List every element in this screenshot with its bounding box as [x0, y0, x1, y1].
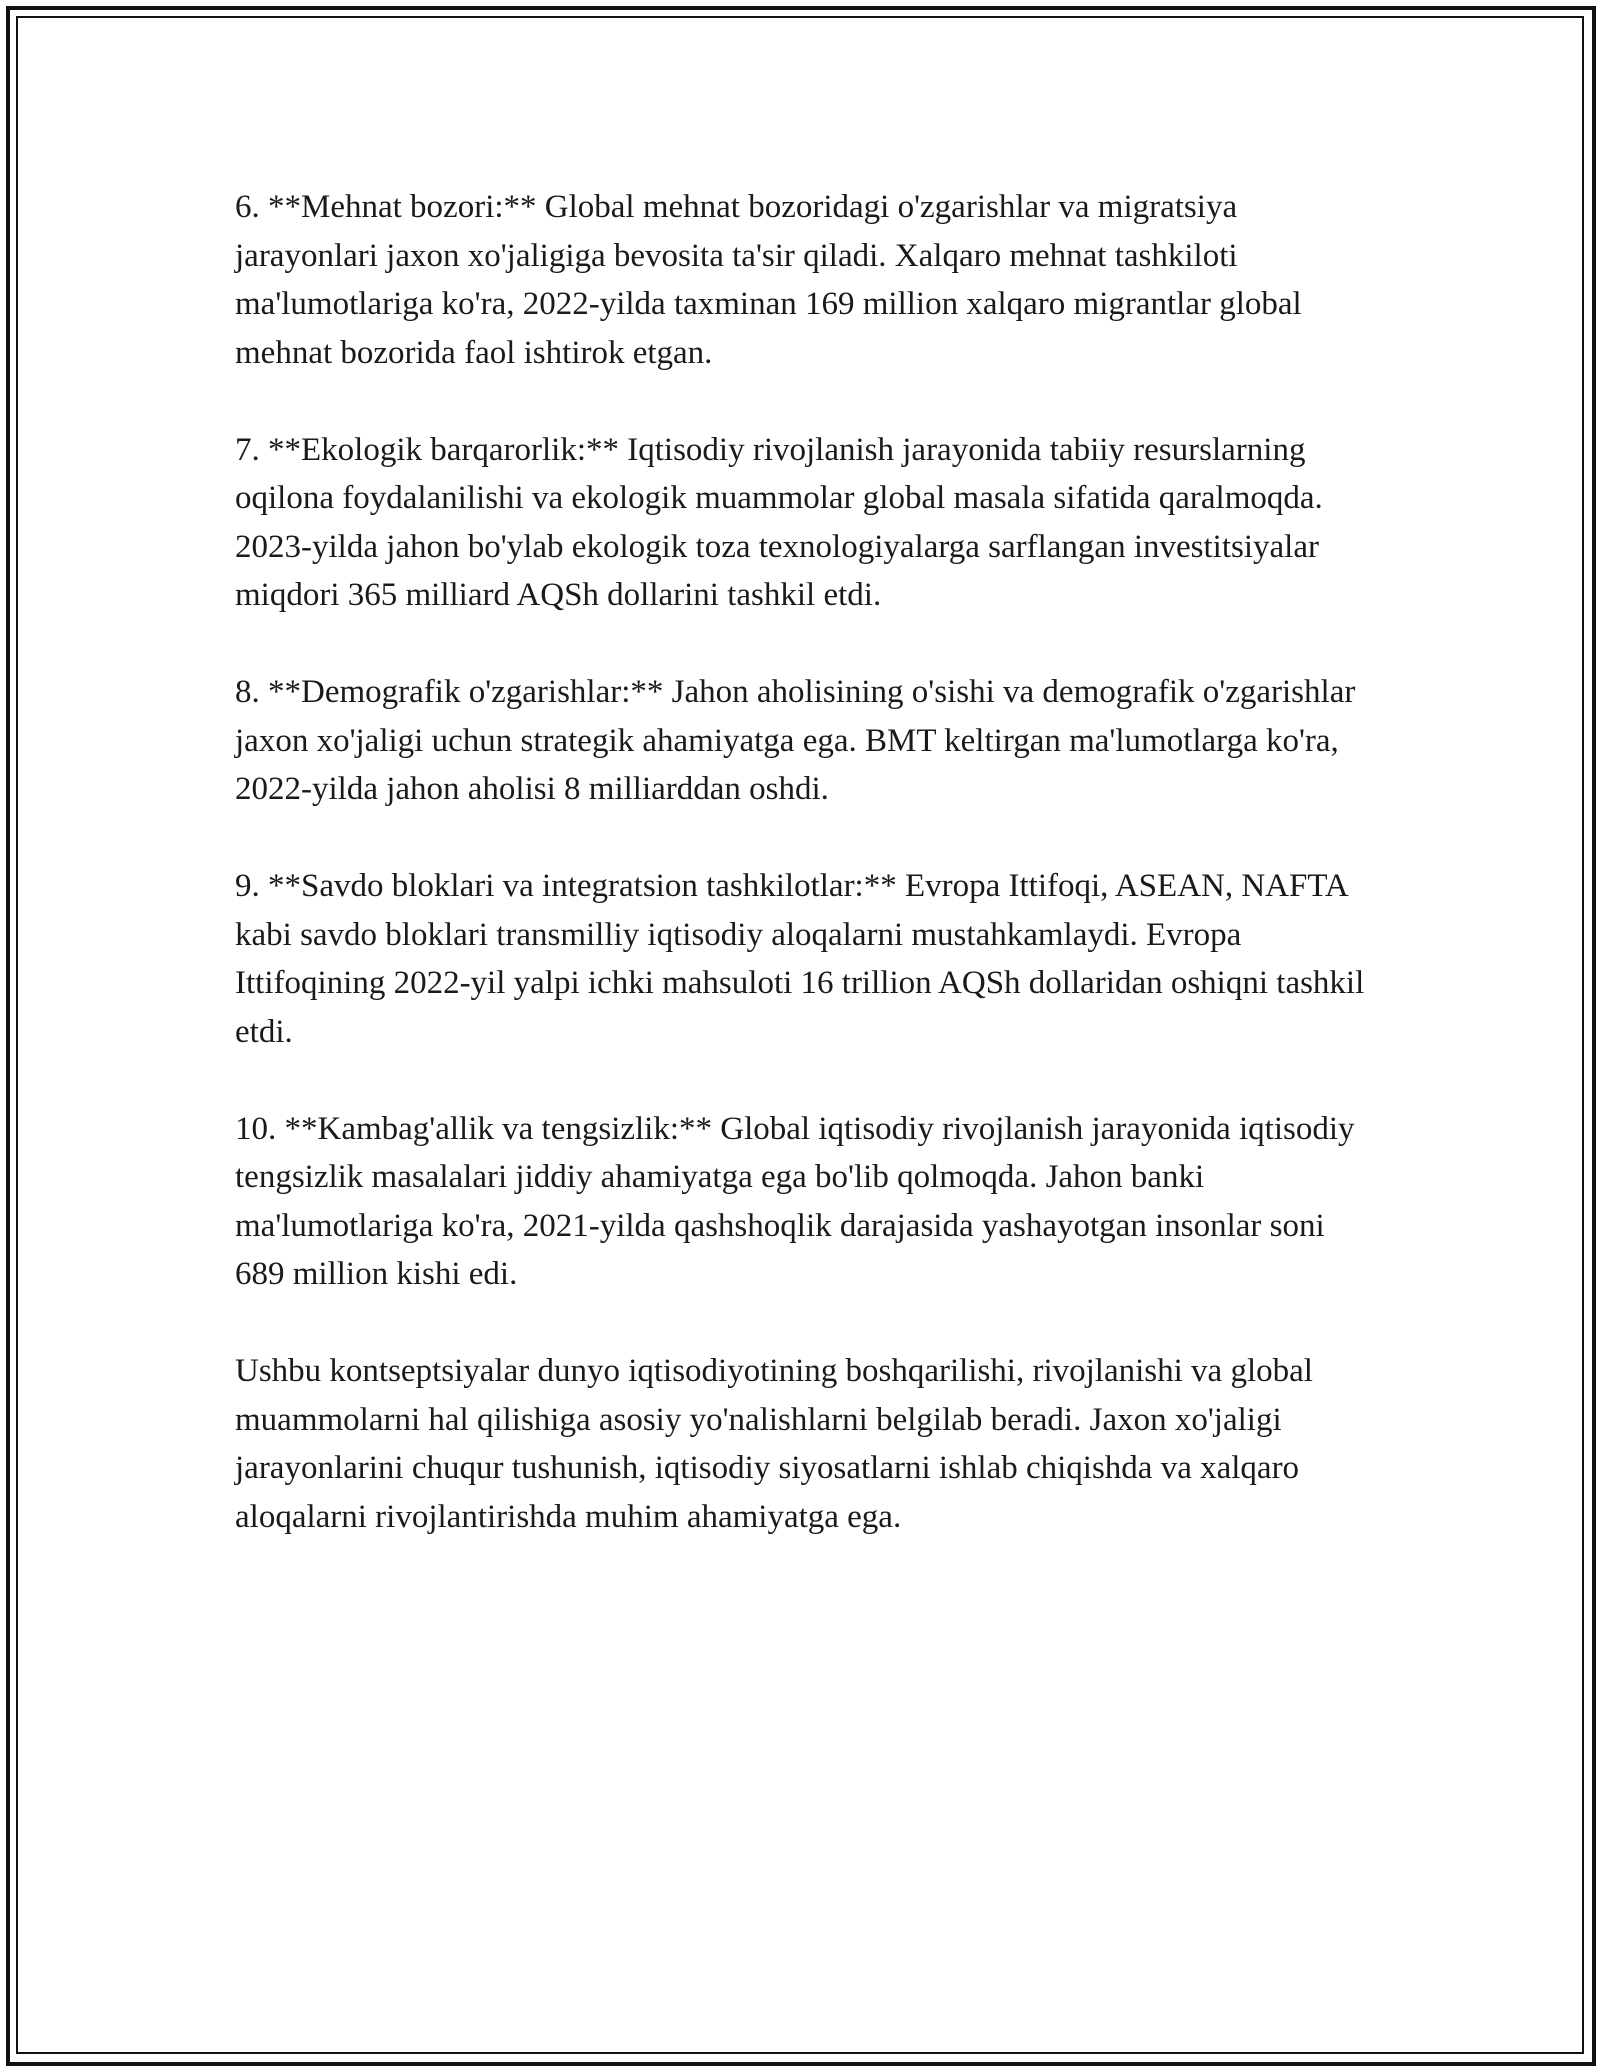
paragraph-poverty-inequality: 10. **Kambag'allik va tengsizlik:** Global iqtisodiy rivojlanish jarayonida iqtisodiy tengsizlik masalalari jiddiy ahamiyatga ega bo'lib qolmoqda. Jahon banki ma'lumotlariga ko'ra, 2021-yilda qashshoqlik darajasida yashayotgan insonlar soni 689 million kishi edi.	[235, 1110, 1355, 1292]
document-body	[235, 183, 1375, 1541]
paragraph-ecological-sustainability: 7. **Ekologik barqarorlik:** Iqtisodiy rivojlanish jarayonida tabiiy resurslarning oqilona foydalanilishi va ekologik muammolar global masala sifatida qaralmoqda. 2023-yilda jahon bo'ylab ekologik toza texnologiyalarga sarflangan investitsiyalar miqdori 365 milliard AQSh dollarini tashkil etdi.	[235, 431, 1323, 613]
paragraph-demographic-changes: 8. **Demografik o'zgarishlar:** Jahon aholisining o'sishi va demografik o'zgarishlar jaxon xo'jaligi uchun strategik ahamiyatga ega. BMT keltirgan ma'lumotlarga ko'ra, 2022-yilda jahon aholisi 8 milliarddan oshdi.	[235, 674, 1356, 807]
paragraph-conclusion: Ushbu kontseptsiyalar dunyo iqtisodiyotining boshqarilishi, rivojlanishi va global muammolarni hal qilishiga asosiy yo'nalishlarni belgilab beradi. Jaxon xo'jaligi jarayonlarini chuqur tushunish, iqtisodiy siyosatlarni ishlab chiqishda va xalqaro aloqalarni rivojlantirishda muhim ahamiyatga ega.	[235, 1353, 1313, 1535]
paragraph-trade-blocs: 9. **Savdo bloklari va integratsion tashkilotlar:** Evropa Ittifoqi, ASEAN, NAFTA kabi savdo bloklari transmilliy iqtisodiy aloqalarni mustahkamlaydi. Evropa Ittifoqining 2022-yil yalpi ichki mahsuloti 16 trillion AQSh dollaridan oshiqni tashkil etdi.	[235, 868, 1365, 1050]
paragraph-labor-market: 6. **Mehnat bozori:** Global mehnat bozoridagi o'zgarishlar va migratsiya jarayonlari jaxon xo'jaligiga bevosita ta'sir qiladi. Xalqaro mehnat tashkiloti ma'lumotlariga ko'ra, 2022-yilda taxminan 169 million xalqaro migrantlar global mehnat bozorida faol ishtirok etgan.	[235, 189, 1302, 371]
